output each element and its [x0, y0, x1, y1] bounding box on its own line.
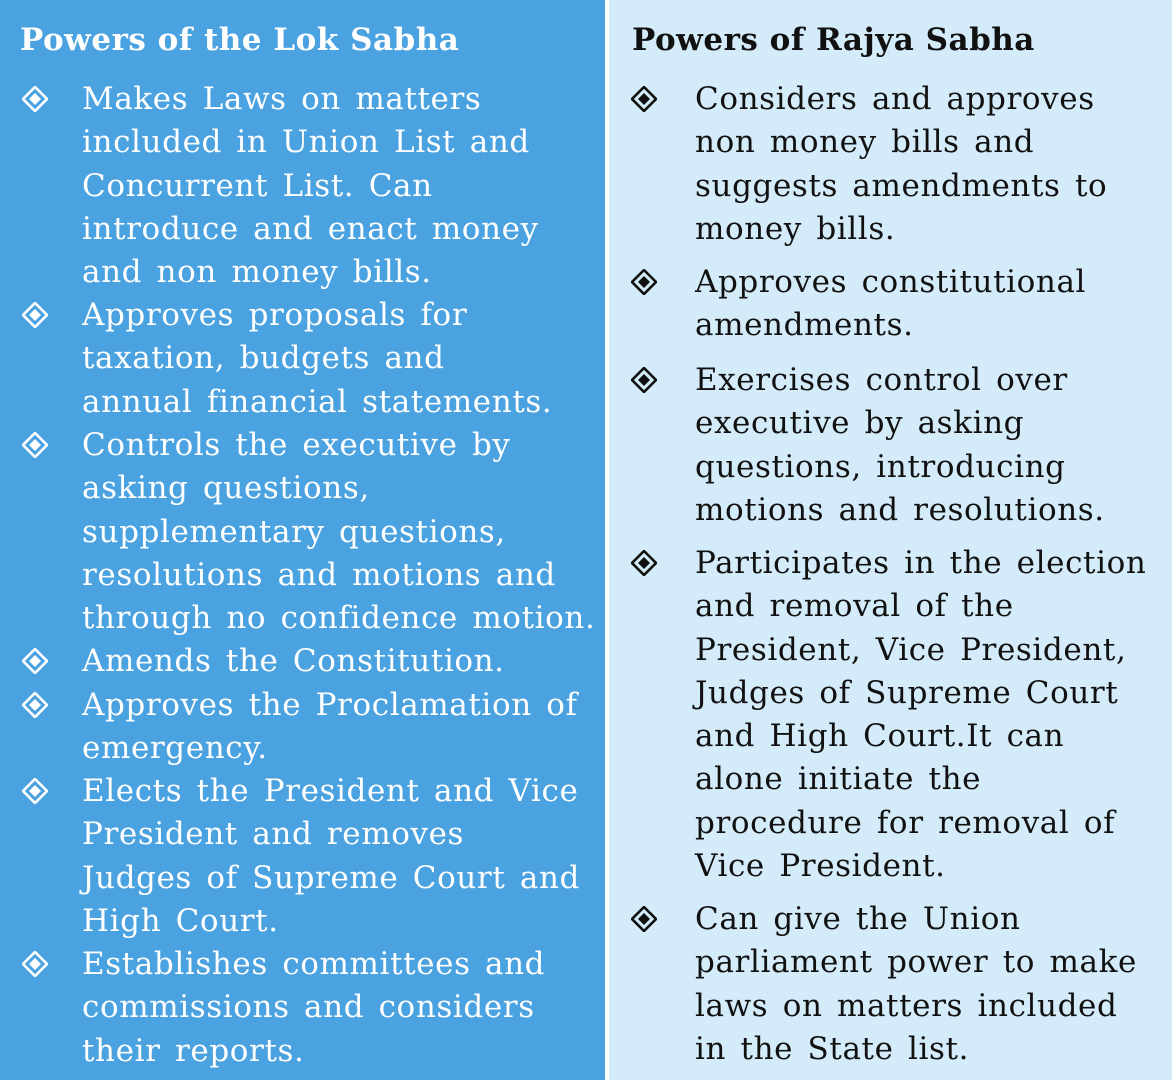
diamond-bullet-icon: [631, 906, 657, 932]
diamond-bullet-icon: [22, 951, 48, 977]
list-item-text: Approves the Proclamation of emergency.: [82, 687, 578, 767]
list-item-text: Amends the Constitution.: [82, 643, 505, 679]
diamond-bullet-icon: [22, 648, 48, 674]
list-item-text: Elects the President and Vice President and removes Judges of Supreme Court and High Court.: [82, 773, 580, 939]
rajya-sabha-heading: Powers of Rajya Sabha: [632, 22, 1035, 58]
diamond-bullet-icon: [22, 778, 48, 804]
list-item-text: Can give the Union parliament power to make laws on matters included in the State list.: [695, 901, 1137, 1067]
list-item-text: Approves proposals for taxation, budgets and annual financial statements.: [82, 297, 553, 420]
rajya-sabha-column: [609, 0, 1172, 1080]
diamond-bullet-icon: [631, 367, 657, 393]
list-item-text: Approves constitutional amendments.: [695, 264, 1087, 344]
diamond-bullet-icon: [22, 302, 48, 328]
diamond-bullet-icon: [22, 86, 48, 112]
list-item-text: Considers and approves non money bills and suggests amendments to money bills.: [695, 81, 1108, 247]
diamond-bullet-icon: [631, 269, 657, 295]
diamond-bullet-icon: [22, 692, 48, 718]
lok-sabha-heading: Powers of the Lok Sabha: [20, 22, 460, 58]
diamond-bullet-icon: [631, 86, 657, 112]
diamond-bullet-icon: [631, 550, 657, 576]
list-item-text: Participates in the election and removal of the President, Vice President, Judges of Supreme Court and High Court.It can alone initiate the procedure for removal of Vice President.: [695, 545, 1147, 885]
list-item-text: Controls the executive by asking questions, supplementary questions, resolutions and motions and through no confidence motion.: [82, 427, 596, 637]
diamond-bullet-icon: [22, 432, 48, 458]
list-item-text: Makes Laws on matters included in Union List and Concurrent List. Can introduce and enact money and non money bills.: [82, 81, 539, 291]
list-item-text: Exercises control over executive by asking questions, introducing motions and resolutions.: [695, 362, 1105, 528]
list-item-text: Establishes committees and commissions and considers their reports.: [82, 946, 546, 1069]
